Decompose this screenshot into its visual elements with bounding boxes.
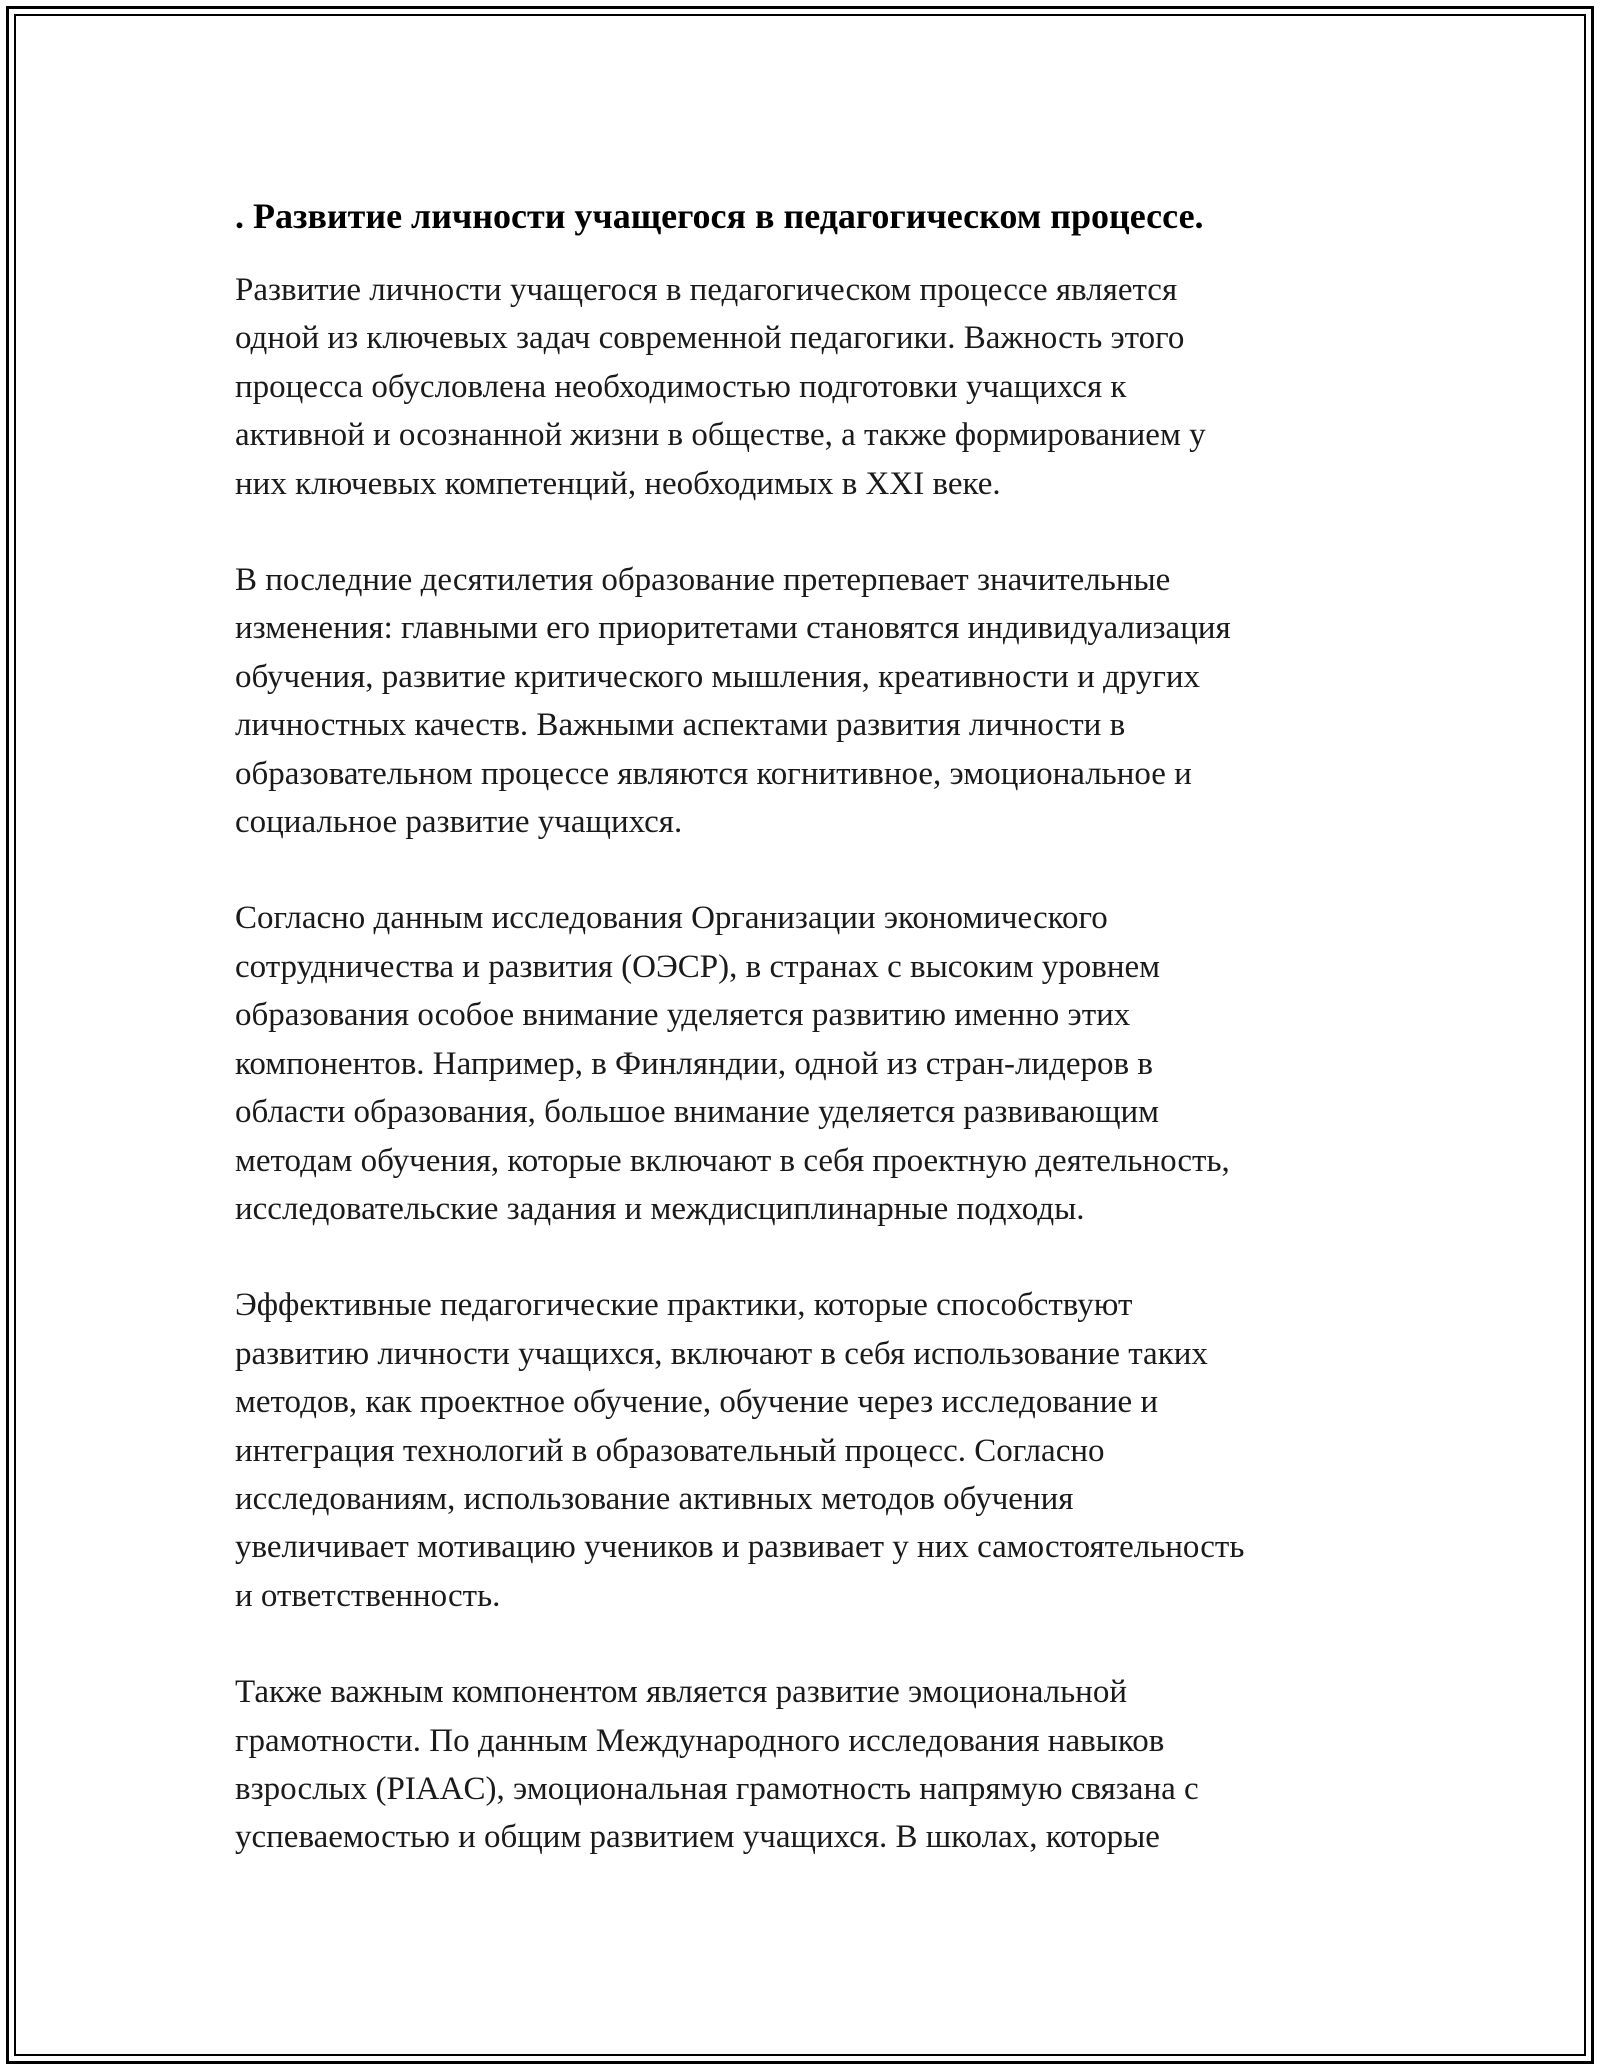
text-line: грамотности. По данным Международного исследования навыков — [235, 1722, 1165, 1759]
text-line: Согласно данным исследования Организации экономического — [235, 900, 1108, 937]
text-line: области образования, большое внимание уделяется развивающим — [235, 1094, 1160, 1131]
text-line: исследованиям, использование активных методов обучения — [235, 1480, 1074, 1517]
text-line: социальное развитие учащихся. — [235, 804, 683, 841]
document-body — [235, 188, 1385, 1910]
paragraph-effective-practices — [235, 1281, 1385, 1620]
paragraph-intro — [235, 266, 1385, 508]
text-line: Развитие личности учащегося в педагогическом процессе является — [235, 272, 1178, 308]
document-title: . Развитие личности учащегося в педагогическом процессе. — [235, 196, 1204, 236]
text-line: одной из ключевых задач современной педагогики. Важность этого — [235, 320, 1185, 357]
text-line: личностных качеств. Важными аспектами развития личности в — [235, 707, 1126, 744]
text-line: компонентов. Например, в Финляндии, одной из стран-лидеров в — [235, 1045, 1153, 1082]
text-line: процесса обусловлена необходимостью подготовки учащихся к — [235, 368, 1127, 405]
text-line: обучения, развитие критического мышления, креативности и других — [235, 658, 1201, 695]
paragraph-education-changes — [235, 556, 1385, 846]
text-line: активной и осознанной жизни в обществе, а также формированием у — [235, 417, 1206, 454]
paragraph-oecd-research — [235, 894, 1385, 1233]
text-line: развитию личности учащихся, включают в себя использование таких — [235, 1335, 1208, 1372]
text-line: изменения: главными его приоритетами становятся индивидуализация — [235, 610, 1231, 647]
text-line: успеваемостью и общим развитием учащихся. В школах, которые — [235, 1819, 1160, 1856]
text-line: и ответственность. — [235, 1577, 501, 1614]
text-line: В последние десятилетия образование претерпевает значительные — [235, 562, 1171, 599]
text-line: сотрудничества и развития (ОЭСР), в странах с высоким уровнем — [235, 948, 1161, 985]
text-line: Эффективные педагогические практики, которые способствуют — [235, 1287, 1133, 1324]
text-line: образовательном процессе являются когнитивное, эмоциональное и — [235, 755, 1192, 792]
text-line: образования особое внимание уделяется развитию именно этих — [235, 997, 1131, 1034]
text-line: методам обучения, которые включают в себя проектную деятельность, — [235, 1142, 1230, 1179]
text-line: взрослых (PIAAC), эмоциональная грамотность напрямую связана с — [235, 1770, 1199, 1807]
text-line: них ключевых компетенций, необходимых в XXI веке. — [235, 465, 1001, 502]
text-line: исследовательские задания и междисциплинарные подходы. — [235, 1190, 1085, 1227]
text-line: интеграция технологий в образовательный процесс. Согласно — [235, 1432, 1105, 1469]
text-line: Также важным компонентом является развитие эмоциональной — [235, 1674, 1127, 1711]
text-line: увеличивает мотивацию учеников и развивает у них самостоятельность — [235, 1529, 1245, 1566]
text-line: методов, как проектное обучение, обучение через исследование и — [235, 1384, 1159, 1421]
paragraph-emotional-literacy — [235, 1668, 1385, 1862]
